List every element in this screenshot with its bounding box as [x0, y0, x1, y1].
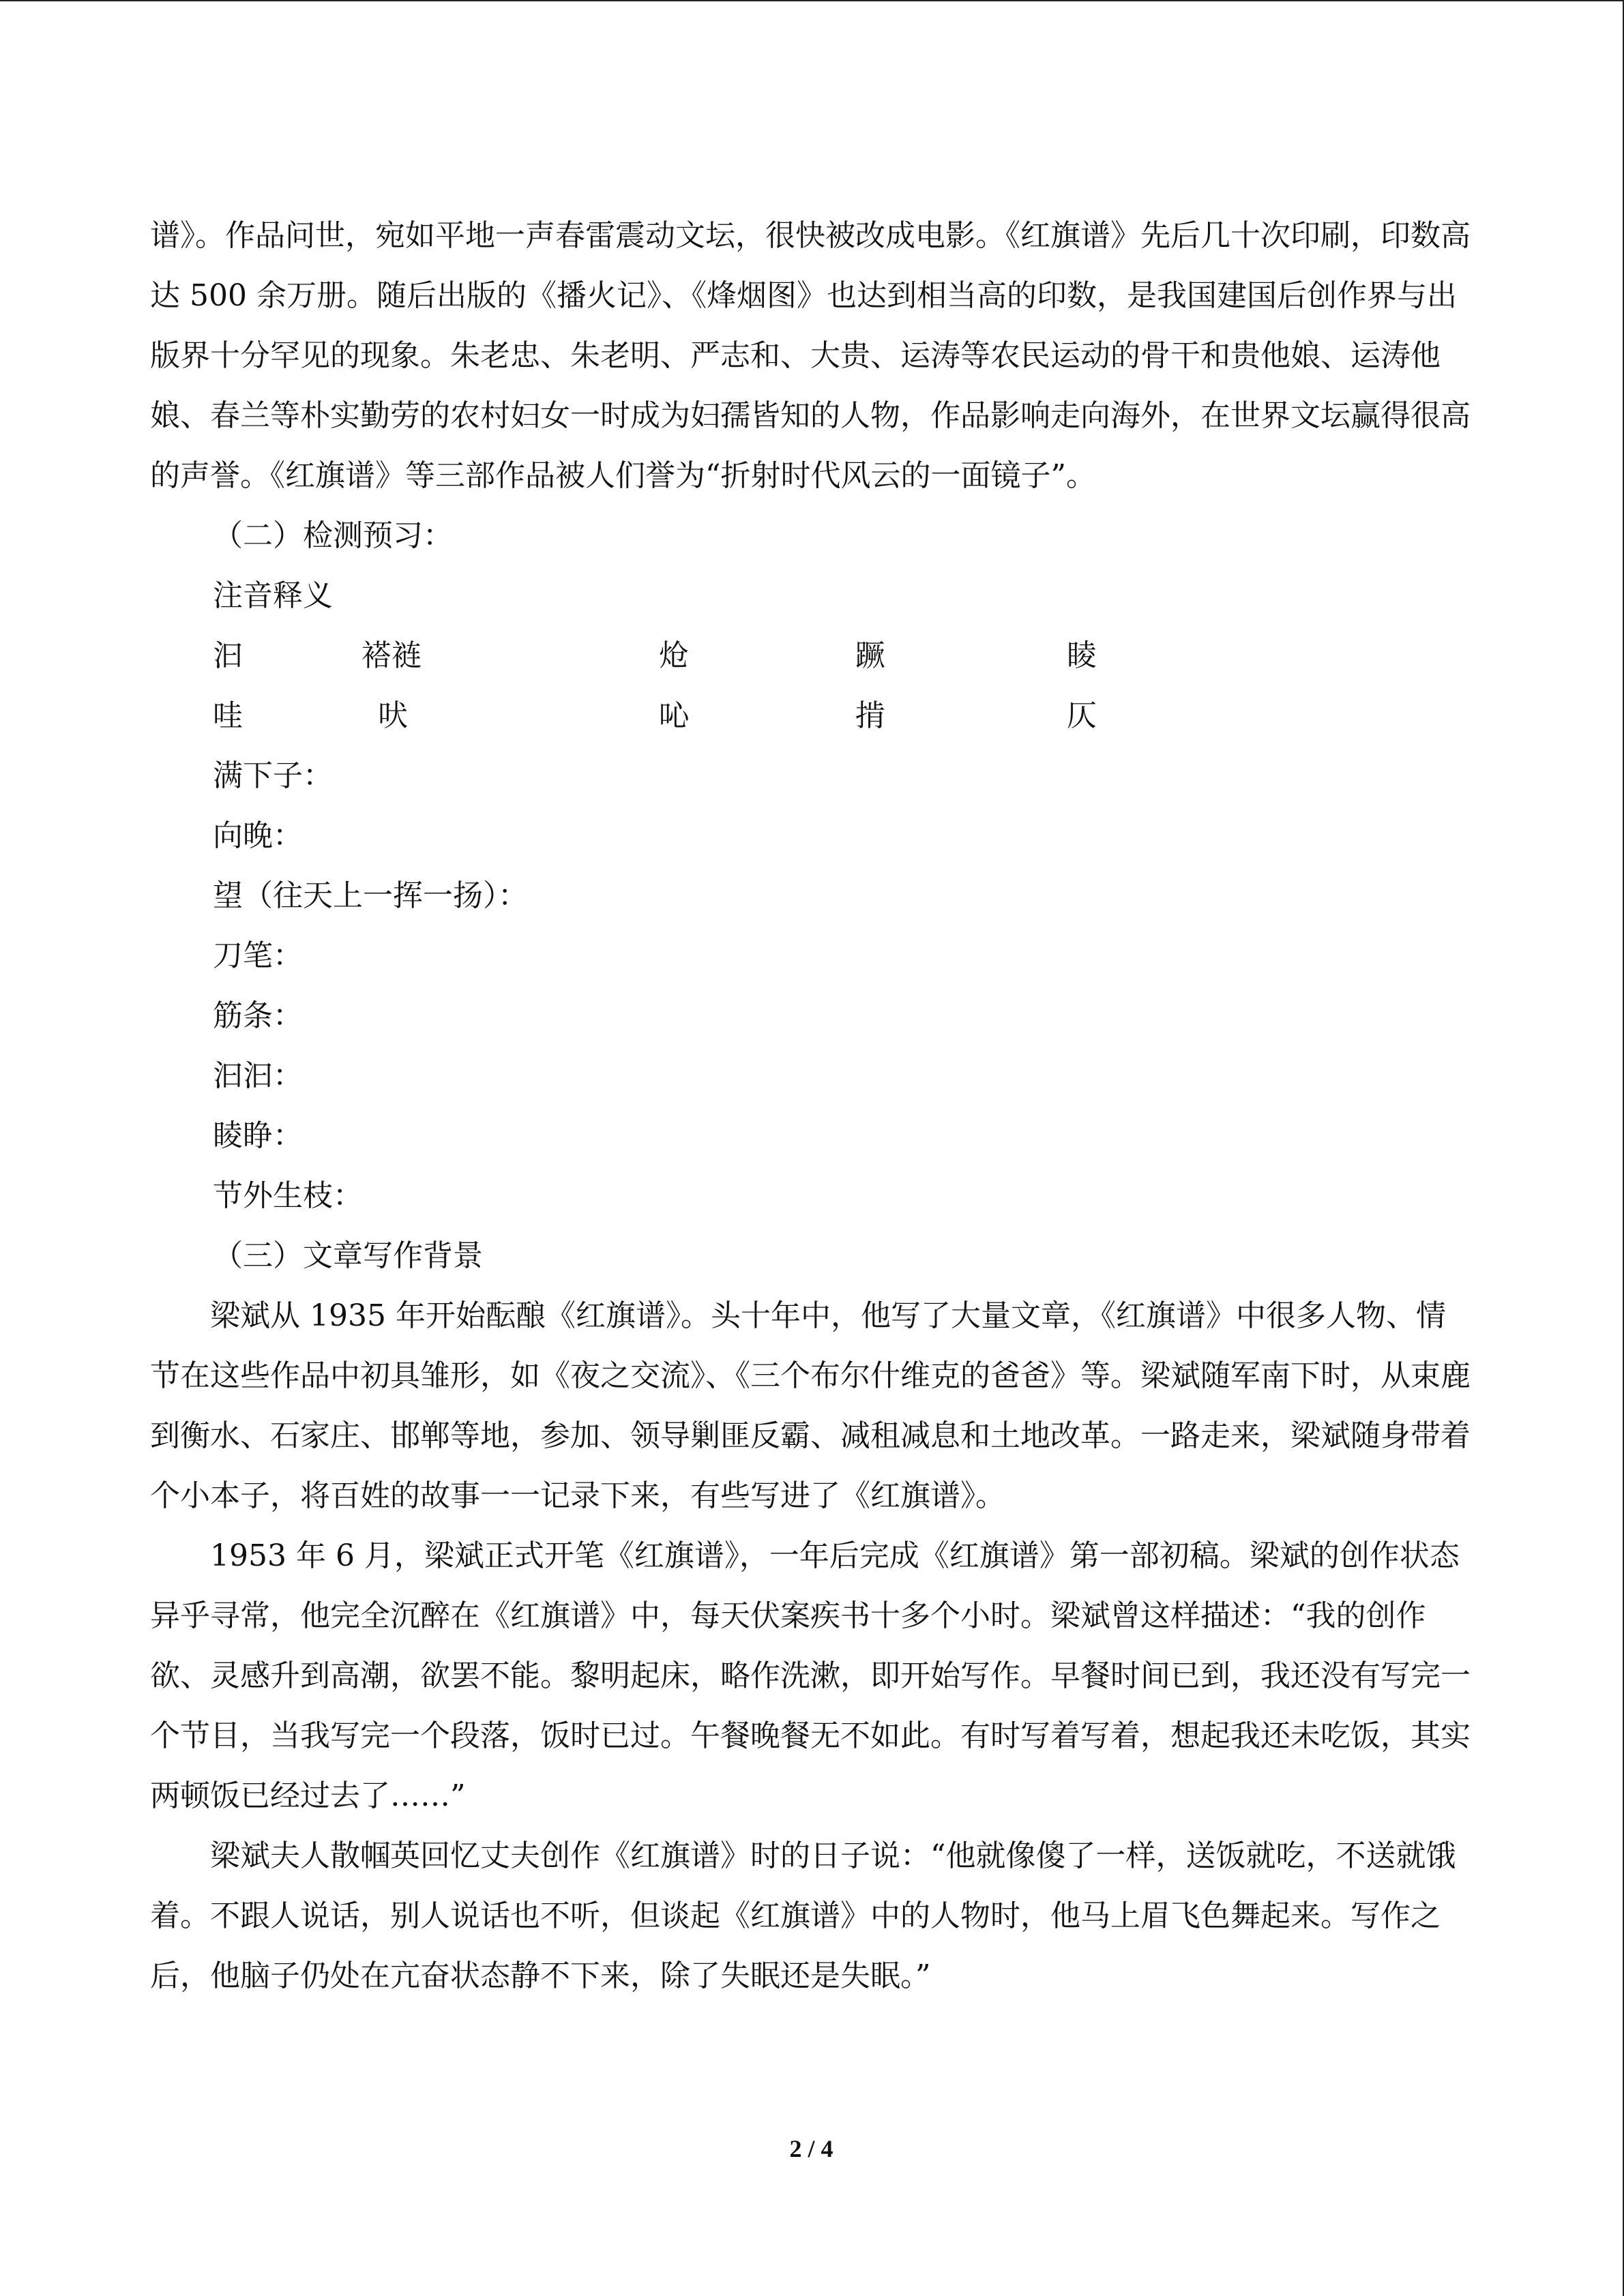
vocab-word: 汩	[213, 638, 243, 673]
document-body	[150, 206, 1473, 2006]
paragraph-background-3: 梁斌夫人散帼英回忆丈夫创作《红旗谱》时的日子说：“他就像傻了一样，送饭就吃，不送就饿着。不跟人说话，别人说话也不听，但谈起《红旗谱》中的人物时，他马上眉飞色舞起来。写作之后，他脑子仍处在亢奋状态静不下来，除了失眠还是失眠。”	[150, 1838, 1456, 1993]
vocab-word: 吠	[378, 698, 408, 733]
paragraph-background-2: 1953 年 6 月，梁斌正式开笔《红旗谱》，一年后完成《红旗谱》第一部初稿。梁斌的创作状态异乎寻常，他完全沉醉在《红旗谱》中，每天伏案疾书十多个小时。梁斌曾这样描述：“我的创作欲、灵感升到高潮，欲罢不能。黎明起床，略作洗漱，即开始写作。早餐时间已到，我还没有写完一个节目，当我写完一个段落，饭时已过。午餐晚餐无不如此。有时写着写着，想起我还未吃饭，其实两顿饭已经过去了……”	[150, 1538, 1471, 1813]
vocab-word: 吣	[659, 698, 689, 733]
term-item: 望（往天上一挥一扬）：	[213, 878, 528, 913]
vocab-word: 掯	[855, 698, 885, 733]
term-item: 刀笔：	[213, 938, 303, 973]
vocab-word: 仄	[1067, 698, 1097, 733]
vocab-word: 炝	[659, 638, 689, 673]
term-item: 节外生枝：	[213, 1178, 363, 1213]
section-heading-background: （三）文章写作背景	[213, 1238, 483, 1273]
paragraph-intro: 谱》。作品问世，宛如平地一声春雷震动文坛，很快被改成电影。《红旗谱》先后几十次印刷，印数高达 500 余万册。随后出版的《播火记》、《烽烟图》也达到相当高的印数，是我国建国后创作界与出版界十分罕见的现象。朱老忠、朱老明、严志和、大贵、运涛等农民运动的骨干和贵他娘、运涛他娘、春兰等朴实勤劳的农村妇女一时成为妇孺皆知的人物，作品影响走向海外，在世界文坛赢得很高的声誉。《红旗谱》等三部作品被人们誉为“折射时代风云的一面镜子”。	[150, 218, 1471, 493]
vocab-row-1	[150, 626, 1473, 686]
term-item: 满下子：	[213, 758, 333, 793]
section-heading-preview: （二）检测预习：	[213, 518, 453, 553]
term-item: 睖睁：	[213, 1118, 303, 1153]
vocab-word: 睖	[1067, 638, 1097, 673]
term-item: 向晚：	[213, 818, 303, 853]
paragraph-background-1: 梁斌从 1935 年开始酝酿《红旗谱》。头十年中，他写了大量文章，《红旗谱》中很多人物、情节在这些作品中初具雏形，如《夜之交流》、《三个布尔什维克的爸爸》等。梁斌随军南下时，从束鹿到衡水、石家庄、邯郸等地，参加、领导剿匪反霸、减租减息和土地改革。一路走来，梁斌随身带着个小本子，将百姓的故事一一记录下来，有些写进了《红旗谱》。	[150, 1298, 1471, 1513]
vocab-word: 哇	[213, 698, 243, 733]
term-item: 汩汩：	[213, 1058, 303, 1093]
vocab-row-2	[150, 686, 1473, 746]
term-item: 筋条：	[213, 998, 303, 1033]
vocab-word: 褡裢	[361, 638, 422, 673]
subheading-pronunciation: 注音释义	[213, 578, 333, 613]
page-number: 2 / 4	[789, 2135, 833, 2162]
vocab-word: 蹶	[855, 638, 885, 673]
